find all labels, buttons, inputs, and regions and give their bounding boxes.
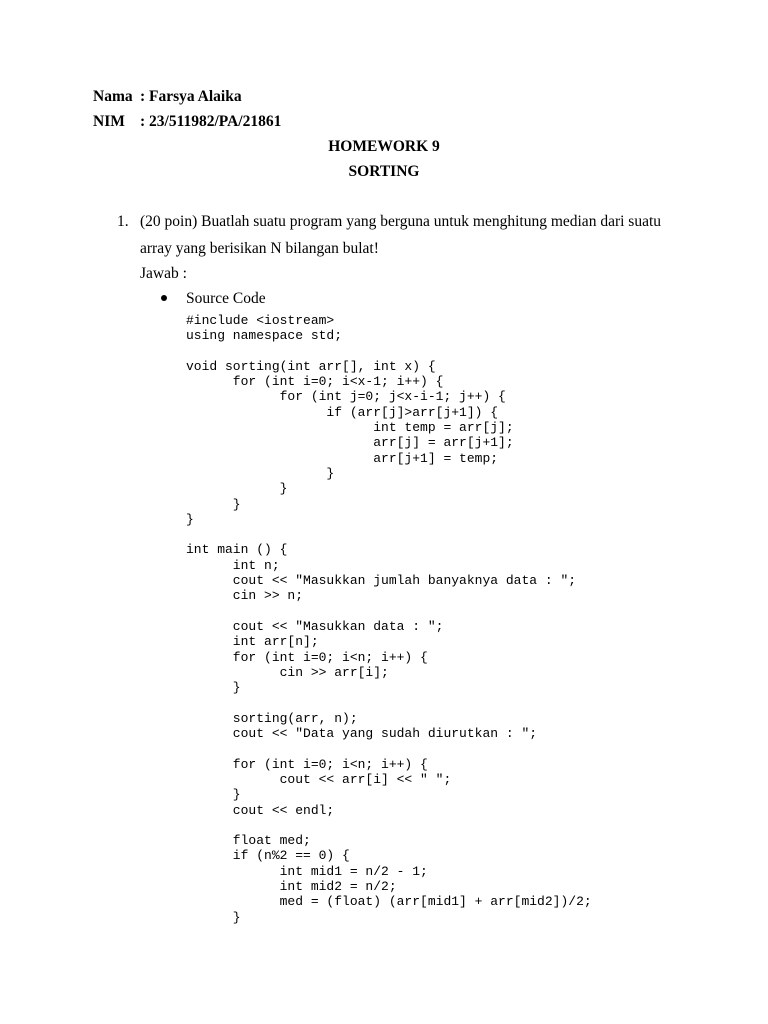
question-line-1: (20 poin) Buatlah suatu program yang berguna untuk menghitung median dari suatu bbox=[140, 213, 662, 230]
answer-label: Jawab : bbox=[140, 265, 187, 282]
code-line: void sorting(int arr[], int x) { bbox=[186, 358, 436, 374]
code-line: } bbox=[186, 511, 194, 527]
code-line: for (int i=0; i<n; i++) { bbox=[186, 756, 428, 772]
question-number: 1. bbox=[117, 213, 129, 230]
code-line: cin >> n; bbox=[186, 588, 304, 604]
code-line: arr[j+1] = temp; bbox=[186, 450, 499, 466]
code-line bbox=[186, 527, 592, 542]
code-line: cout << "Masukkan data : "; bbox=[186, 618, 444, 634]
code-line: } bbox=[186, 496, 241, 512]
source-code-heading: Source Code bbox=[186, 290, 266, 307]
code-line: for (int i=0; i<n; i++) { bbox=[186, 649, 428, 665]
code-line: cin >> arr[i]; bbox=[186, 664, 389, 680]
code-line: for (int i=0; i<x-1; i++) { bbox=[186, 374, 444, 390]
code-line: cout << "Data yang sudah diurutkan : "; bbox=[186, 726, 538, 742]
code-line: int n; bbox=[186, 557, 280, 573]
code-line: } bbox=[186, 465, 335, 481]
code-line: int temp = arr[j]; bbox=[186, 420, 514, 436]
code-line: } bbox=[186, 909, 241, 925]
code-line: cout << endl; bbox=[186, 802, 335, 818]
question-line-2: array yang berisikan N bilangan bulat! bbox=[140, 240, 379, 257]
nim-value: : 23/511982/PA/21861 bbox=[140, 113, 282, 130]
code-line: using namespace std; bbox=[186, 328, 343, 344]
code-line: } bbox=[186, 481, 288, 497]
code-line: if (arr[j]>arr[j+1]) { bbox=[186, 404, 499, 420]
code-line: med = (float) (arr[mid1] + arr[mid2])/2; bbox=[186, 894, 592, 910]
code-line: #include <iostream> bbox=[186, 313, 335, 328]
name-value: : Farsya Alaika bbox=[140, 88, 242, 105]
code-line: int mid2 = n/2; bbox=[186, 878, 397, 894]
code-line: sorting(arr, n); bbox=[186, 710, 358, 726]
document-title: HOMEWORK 9 bbox=[328, 138, 440, 155]
nim-row bbox=[93, 113, 281, 131]
code-line: arr[j] = arr[j+1]; bbox=[186, 435, 514, 451]
code-line: int arr[n]; bbox=[186, 634, 319, 650]
code-line: for (int j=0; j<x-i-1; j++) { bbox=[186, 389, 506, 405]
code-line: if (n%2 == 0) { bbox=[186, 848, 350, 864]
code-line bbox=[186, 741, 592, 756]
code-line bbox=[186, 695, 592, 710]
name-label: Nama bbox=[93, 88, 133, 105]
source-code-block bbox=[186, 313, 592, 925]
code-line bbox=[186, 818, 592, 833]
document-subtitle: SORTING bbox=[348, 163, 420, 180]
code-line bbox=[186, 604, 592, 619]
code-line: } bbox=[186, 787, 241, 803]
code-line bbox=[186, 344, 592, 359]
code-line: int main () { bbox=[186, 542, 288, 558]
code-line: cout << "Masukkan jumlah banyaknya data : "; bbox=[186, 573, 577, 589]
name-row bbox=[93, 88, 242, 106]
code-line: float med; bbox=[186, 833, 311, 849]
code-line: } bbox=[186, 680, 241, 696]
nim-label: NIM bbox=[93, 113, 125, 130]
code-line: cout << arr[i] << " "; bbox=[186, 771, 452, 787]
code-line: int mid1 = n/2 - 1; bbox=[186, 863, 428, 879]
bullet-dot bbox=[161, 295, 167, 301]
